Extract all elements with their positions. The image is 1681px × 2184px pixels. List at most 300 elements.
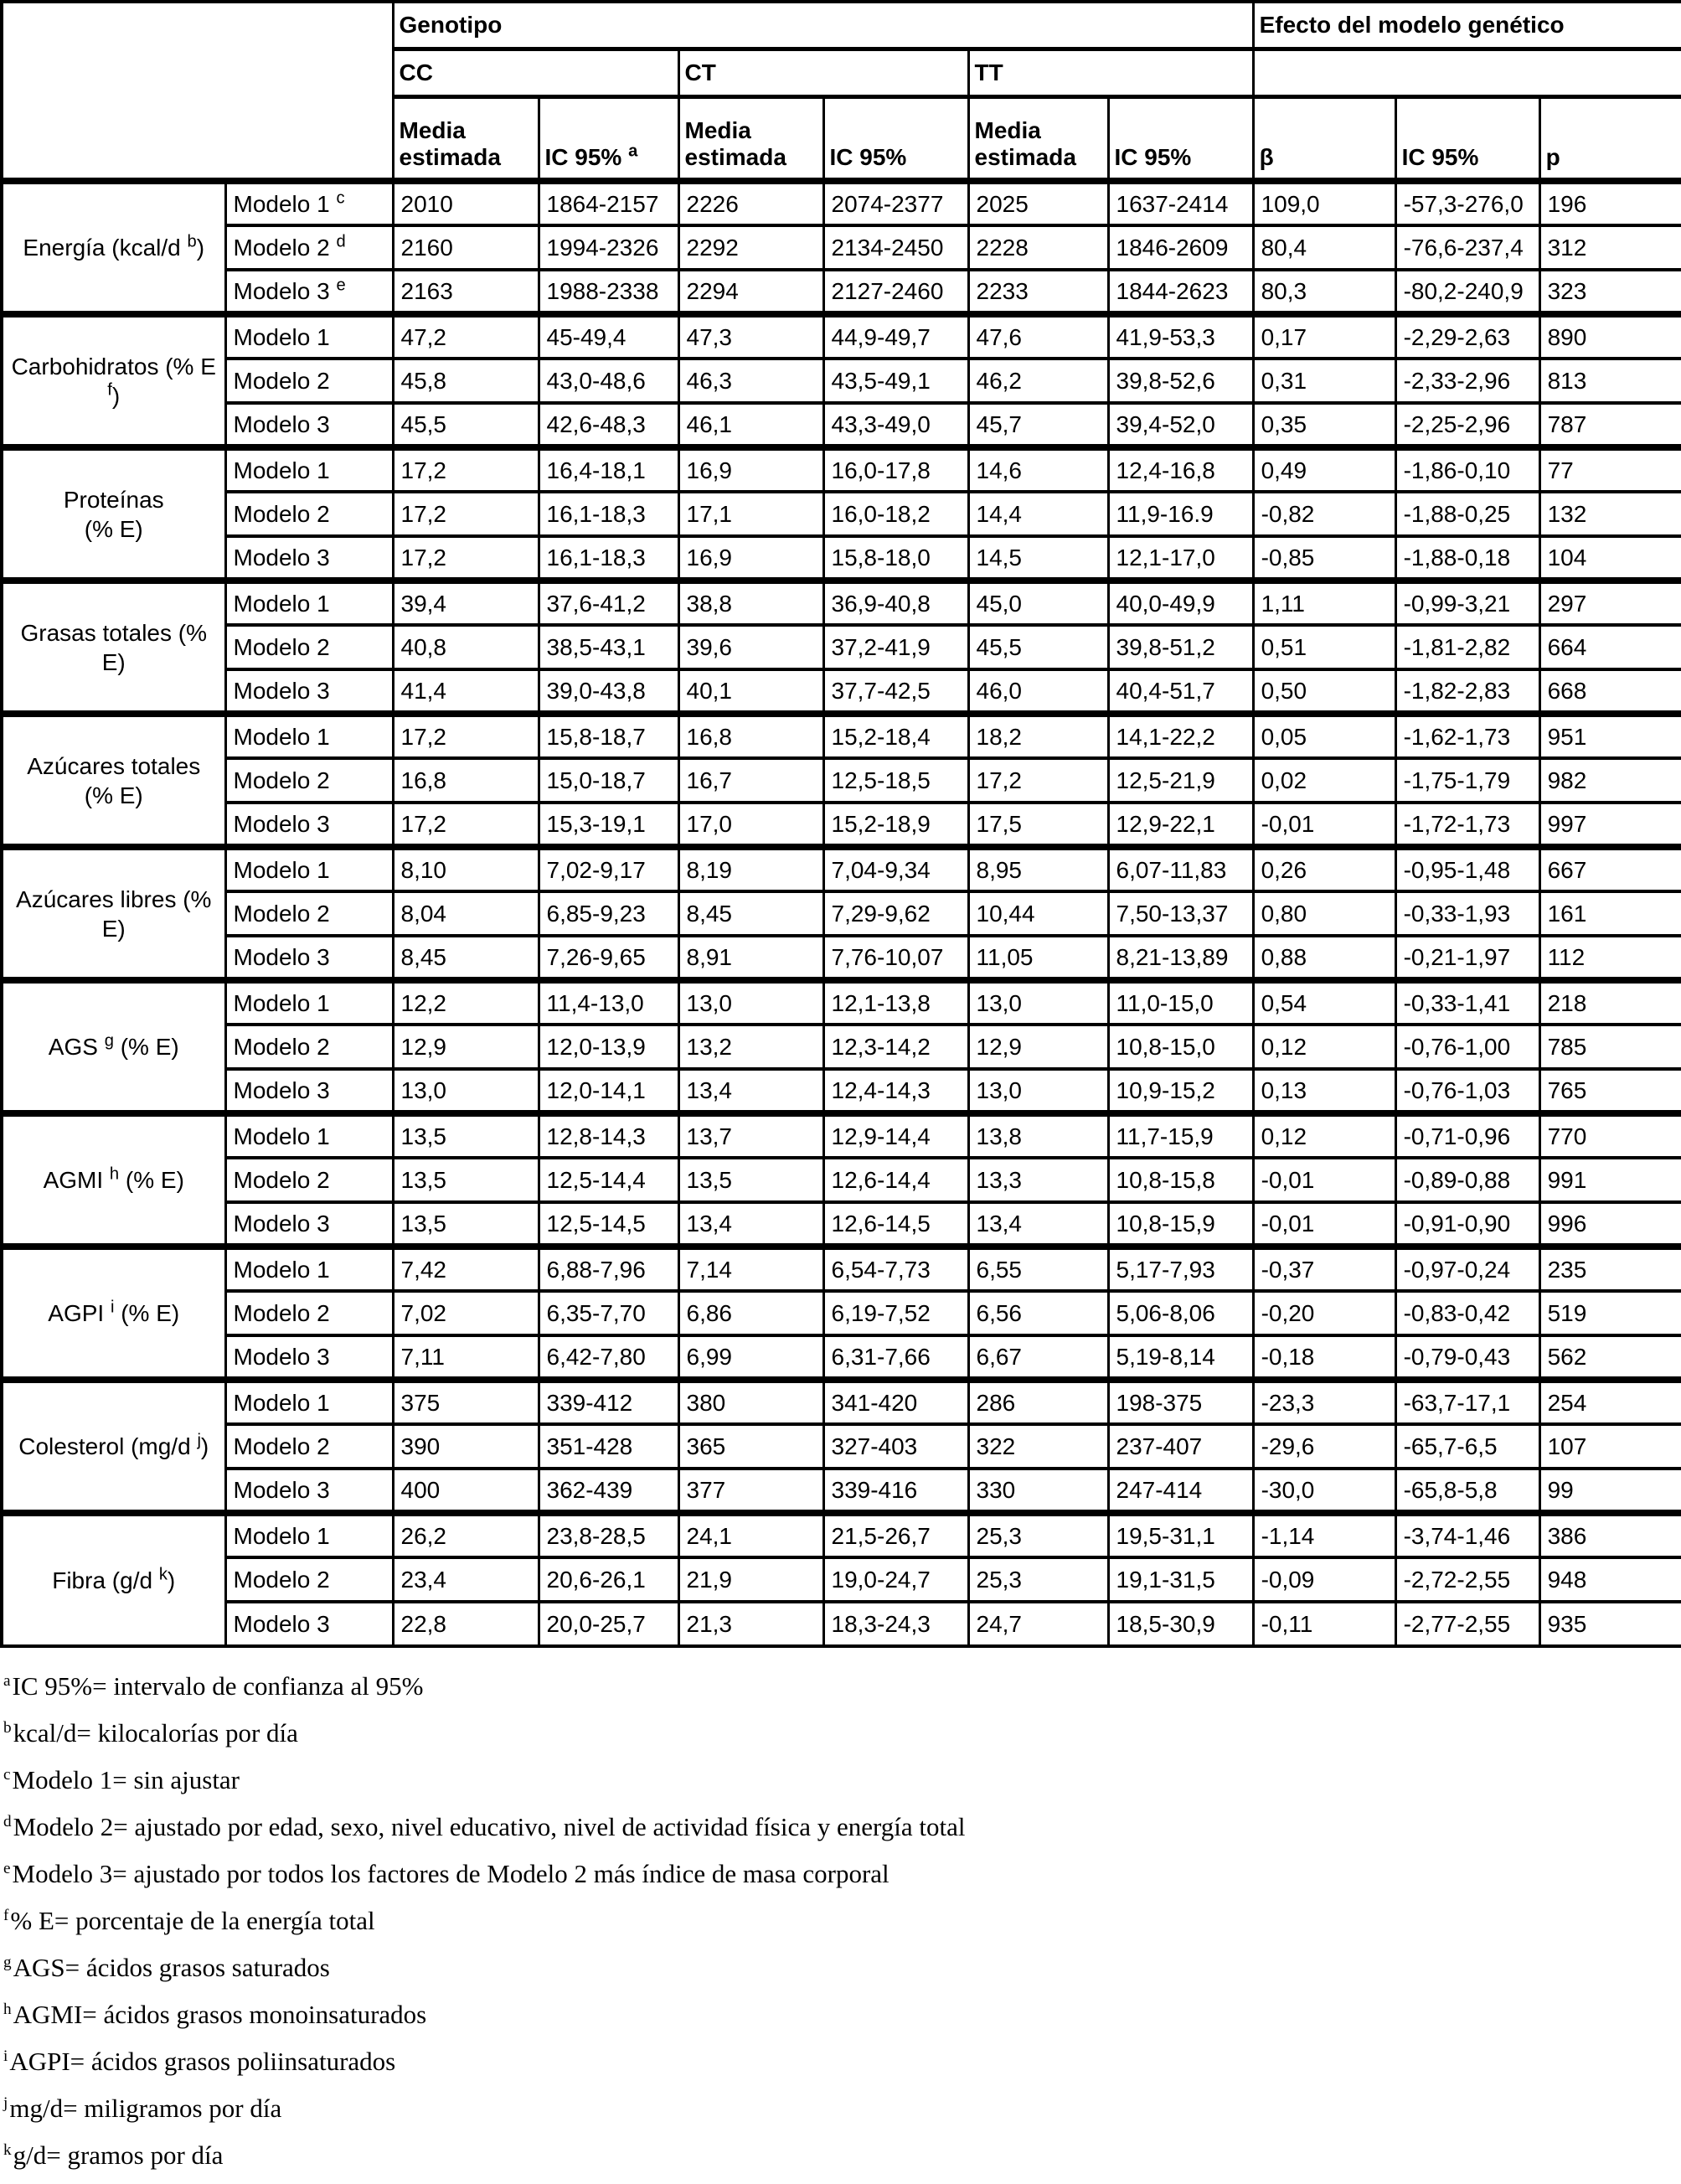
value-cell: 667 <box>1539 847 1681 891</box>
model-label-cell: Modelo 3 <box>225 1602 393 1646</box>
value-cell: 6,99 <box>678 1335 823 1380</box>
value-cell: 339-416 <box>823 1469 968 1513</box>
table-row <box>2 714 1681 758</box>
value-cell: 7,50-13,37 <box>1108 891 1253 936</box>
table-row <box>2 1602 1681 1646</box>
value-cell: 323 <box>1539 270 1681 314</box>
value-cell: 10,8-15,0 <box>1108 1025 1253 1069</box>
model-label-cell: Modelo 1 <box>225 314 393 359</box>
table-row <box>2 1469 1681 1513</box>
footnote-marker: e <box>3 1859 11 1877</box>
value-cell: 19,5-31,1 <box>1108 1513 1253 1557</box>
value-cell: 10,8-15,8 <box>1108 1158 1253 1202</box>
value-cell: 0,51 <box>1253 625 1395 669</box>
value-cell: 390 <box>393 1424 539 1469</box>
value-cell: 109,0 <box>1253 181 1395 225</box>
value-cell: 6,88-7,96 <box>539 1247 678 1291</box>
value-cell: 40,1 <box>678 669 823 714</box>
value-cell: -2,72-2,55 <box>1395 1557 1539 1602</box>
superscript: h <box>109 1164 120 1184</box>
value-cell: 23,8-28,5 <box>539 1513 678 1557</box>
row-group-label: Carbohidratos (% E $^f$) <box>2 314 225 447</box>
value-cell: 13,8 <box>968 1113 1108 1158</box>
value-cell: 327-403 <box>823 1424 968 1469</box>
table-body <box>2 181 1681 1646</box>
superscript: c <box>336 188 345 208</box>
row-group-label: AGMI $^h$ (% E) <box>2 1113 225 1247</box>
model-label-cell: Modelo 1 <box>225 714 393 758</box>
value-cell: 2292 <box>678 225 823 270</box>
value-cell: 15,8-18,7 <box>539 714 678 758</box>
model-label-cell: Modelo 3 <box>225 1069 393 1113</box>
value-cell: 40,0-49,9 <box>1108 581 1253 625</box>
value-cell: 2074-2377 <box>823 181 968 225</box>
value-cell: 935 <box>1539 1602 1681 1646</box>
value-cell: 7,76-10,07 <box>823 936 968 980</box>
value-cell: 14,5 <box>968 536 1108 581</box>
value-cell: -23,3 <box>1253 1380 1395 1424</box>
table-row <box>2 181 1681 225</box>
value-cell: 45,5 <box>393 403 539 447</box>
value-cell: 39,8-52,6 <box>1108 359 1253 403</box>
table-row <box>2 1113 1681 1158</box>
value-cell: 12,0-14,1 <box>539 1069 678 1113</box>
header-ic-cc: IC 95% $^a$ <box>539 97 678 182</box>
value-cell: 17,2 <box>393 492 539 536</box>
table-row <box>2 1380 1681 1424</box>
value-cell: 104 <box>1539 536 1681 581</box>
value-cell: 17,2 <box>393 447 539 492</box>
value-cell: 286 <box>968 1380 1108 1424</box>
value-cell: -0,91-0,90 <box>1395 1202 1539 1247</box>
value-cell: 46,0 <box>968 669 1108 714</box>
value-cell: 2233 <box>968 270 1108 314</box>
value-cell: 14,6 <box>968 447 1108 492</box>
value-cell: 2160 <box>393 225 539 270</box>
row-group-label: Grasas totales (% E) <box>2 581 225 714</box>
value-cell: -1,88-0,18 <box>1395 536 1539 581</box>
value-cell: -0,76-1,03 <box>1395 1069 1539 1113</box>
value-cell: 15,3-19,1 <box>539 803 678 847</box>
superscript: b <box>187 232 197 251</box>
value-cell: 400 <box>393 1469 539 1513</box>
model-label-cell: Modelo 3 <box>225 1335 393 1380</box>
model-label-cell: Modelo 1 <box>225 1247 393 1291</box>
value-cell: 8,45 <box>393 936 539 980</box>
value-cell: 7,42 <box>393 1247 539 1291</box>
value-cell: -0,83-0,42 <box>1395 1291 1539 1335</box>
value-cell: 12,9-22,1 <box>1108 803 1253 847</box>
value-cell: 11,7-15,9 <box>1108 1113 1253 1158</box>
value-cell: -65,8-5,8 <box>1395 1469 1539 1513</box>
value-cell: -76,6-237,4 <box>1395 225 1539 270</box>
value-cell: 0,50 <box>1253 669 1395 714</box>
value-cell: 18,2 <box>968 714 1108 758</box>
value-cell: 12,5-14,5 <box>539 1202 678 1247</box>
value-cell: 24,1 <box>678 1513 823 1557</box>
footnote: $^c$Modelo 1= sin ajustar <box>3 1765 240 1794</box>
value-cell: 6,35-7,70 <box>539 1291 678 1335</box>
value-cell: 0,17 <box>1253 314 1395 359</box>
footnote: $^a$IC 95%= intervalo de confianza al 95% <box>3 1671 424 1701</box>
value-cell: -0,37 <box>1253 1247 1395 1291</box>
footnote: $^d$Modelo 2= ajustado por edad, sexo, nivel educativo, nivel de actividad física y energía total <box>3 1812 966 1841</box>
value-cell: -0,95-1,48 <box>1395 847 1539 891</box>
value-cell: -1,14 <box>1253 1513 1395 1557</box>
value-cell: 237-407 <box>1108 1424 1253 1469</box>
model-label-cell: Modelo 1 $^c$ <box>225 181 393 225</box>
header-row-top <box>2 2 1681 49</box>
model-label-cell: Modelo 2 <box>225 1158 393 1202</box>
row-group-label: Azúcares libres (% E) <box>2 847 225 980</box>
table-row <box>2 1069 1681 1113</box>
value-cell: 8,95 <box>968 847 1108 891</box>
model-label-cell: Modelo 3 <box>225 1202 393 1247</box>
value-cell: -1,88-0,25 <box>1395 492 1539 536</box>
value-cell: 45,8 <box>393 359 539 403</box>
value-cell: 44,9-49,7 <box>823 314 968 359</box>
value-cell: 21,3 <box>678 1602 823 1646</box>
value-cell: 13,3 <box>968 1158 1108 1202</box>
table-row <box>2 581 1681 625</box>
value-cell: 14,4 <box>968 492 1108 536</box>
value-cell: 45-49,4 <box>539 314 678 359</box>
footnote: $^h$AGMI= ácidos grasos monoinsaturados <box>3 2000 427 2029</box>
value-cell: 18,5-30,9 <box>1108 1602 1253 1646</box>
value-cell: -0,76-1,00 <box>1395 1025 1539 1069</box>
header-ic-ct: IC 95% <box>823 97 968 182</box>
superscript: a <box>628 142 638 161</box>
value-cell: 12,1-17,0 <box>1108 536 1253 581</box>
value-cell: 15,2-18,9 <box>823 803 968 847</box>
value-cell: 37,6-41,2 <box>539 581 678 625</box>
value-cell: 386 <box>1539 1513 1681 1557</box>
footnote-marker: h <box>3 2000 12 2018</box>
value-cell: 39,4-52,0 <box>1108 403 1253 447</box>
value-cell: 161 <box>1539 891 1681 936</box>
header-media-cc: Media estimada <box>393 97 539 182</box>
value-cell: 42,6-48,3 <box>539 403 678 447</box>
value-cell: 12,4-16,8 <box>1108 447 1253 492</box>
value-cell: 107 <box>1539 1424 1681 1469</box>
value-cell: 6,56 <box>968 1291 1108 1335</box>
footnote: $^f$% E= porcentaje de la energía total <box>3 1906 375 1935</box>
model-label-cell: Modelo 3 <box>225 669 393 714</box>
value-cell: 15,8-18,0 <box>823 536 968 581</box>
value-cell: -0,18 <box>1253 1335 1395 1380</box>
model-label-cell: Modelo 2 <box>225 625 393 669</box>
value-cell: -2,77-2,55 <box>1395 1602 1539 1646</box>
value-cell: 6,67 <box>968 1335 1108 1380</box>
header-p: p <box>1539 97 1681 182</box>
value-cell: 20,0-25,7 <box>539 1602 678 1646</box>
table-row <box>2 447 1681 492</box>
footnote: $^g$AGS= ácidos grasos saturados <box>3 1953 330 1982</box>
value-cell: 39,6 <box>678 625 823 669</box>
model-label-cell: Modelo 2 <box>225 492 393 536</box>
value-cell: -1,82-2,83 <box>1395 669 1539 714</box>
value-cell: -1,62-1,73 <box>1395 714 1539 758</box>
value-cell: 13,7 <box>678 1113 823 1158</box>
value-cell: -1,86-0,10 <box>1395 447 1539 492</box>
value-cell: 13,0 <box>678 980 823 1025</box>
value-cell: 12,5-18,5 <box>823 758 968 803</box>
row-group-label: Fibra (g/d $^k$) <box>2 1513 225 1646</box>
footnote-marker: i <box>3 2047 8 2065</box>
value-cell: 15,2-18,4 <box>823 714 968 758</box>
value-cell: 362-439 <box>539 1469 678 1513</box>
model-label-cell: Modelo 2 <box>225 1424 393 1469</box>
value-cell: 0,02 <box>1253 758 1395 803</box>
value-cell: 0,54 <box>1253 980 1395 1025</box>
value-cell: 235 <box>1539 1247 1681 1291</box>
value-cell: 0,49 <box>1253 447 1395 492</box>
value-cell: 12,3-14,2 <box>823 1025 968 1069</box>
value-cell: 982 <box>1539 758 1681 803</box>
model-label-cell: Modelo 2 <box>225 1291 393 1335</box>
value-cell: 7,02 <box>393 1291 539 1335</box>
value-cell: 6,85-9,23 <box>539 891 678 936</box>
value-cell: 39,0-43,8 <box>539 669 678 714</box>
superscript: j <box>197 1431 201 1450</box>
value-cell: 21,5-26,7 <box>823 1513 968 1557</box>
table-row <box>2 1557 1681 1602</box>
value-cell: -0,20 <box>1253 1291 1395 1335</box>
value-cell: 0,80 <box>1253 891 1395 936</box>
header-genotipo: Genotipo <box>393 2 1253 49</box>
row-group-label: Proteínas (% E) <box>2 447 225 581</box>
value-cell: 17,2 <box>393 803 539 847</box>
value-cell: 17,0 <box>678 803 823 847</box>
value-cell: 12,2 <box>393 980 539 1025</box>
value-cell: 6,55 <box>968 1247 1108 1291</box>
value-cell: -0,99-3,21 <box>1395 581 1539 625</box>
table-row <box>2 891 1681 936</box>
model-label-cell: Modelo 2 <box>225 891 393 936</box>
value-cell: 132 <box>1539 492 1681 536</box>
table-row <box>2 1424 1681 1469</box>
value-cell: 7,14 <box>678 1247 823 1291</box>
value-cell: 17,1 <box>678 492 823 536</box>
value-cell: 22,8 <box>393 1602 539 1646</box>
header-ic-tt: IC 95% <box>1108 97 1253 182</box>
value-cell: 16,7 <box>678 758 823 803</box>
value-cell: 7,02-9,17 <box>539 847 678 891</box>
table-row <box>2 359 1681 403</box>
table-row <box>2 625 1681 669</box>
value-cell: 1844-2623 <box>1108 270 1253 314</box>
value-cell: 6,31-7,66 <box>823 1335 968 1380</box>
value-cell: 43,0-48,6 <box>539 359 678 403</box>
value-cell: 8,91 <box>678 936 823 980</box>
value-cell: 0,12 <box>1253 1025 1395 1069</box>
value-cell: 40,8 <box>393 625 539 669</box>
model-label-cell: Modelo 1 <box>225 1513 393 1557</box>
value-cell: 196 <box>1539 181 1681 225</box>
value-cell: 0,05 <box>1253 714 1395 758</box>
header-cc: CC <box>393 49 678 97</box>
value-cell: 341-420 <box>823 1380 968 1424</box>
table-row <box>2 1025 1681 1069</box>
table-row <box>2 270 1681 314</box>
value-cell: 1988-2338 <box>539 270 678 314</box>
value-cell: 20,6-26,1 <box>539 1557 678 1602</box>
superscript: k <box>158 1565 168 1584</box>
value-cell: 47,3 <box>678 314 823 359</box>
value-cell: 13,0 <box>968 1069 1108 1113</box>
value-cell: 13,0 <box>968 980 1108 1025</box>
value-cell: 41,4 <box>393 669 539 714</box>
footnote-marker: a <box>3 1671 11 1690</box>
value-cell: 10,9-15,2 <box>1108 1069 1253 1113</box>
value-cell: 6,42-7,80 <box>539 1335 678 1380</box>
table-header <box>2 2 1681 181</box>
value-cell: 16,1-18,3 <box>539 536 678 581</box>
value-cell: 16,4-18,1 <box>539 447 678 492</box>
value-cell: -1,75-1,79 <box>1395 758 1539 803</box>
value-cell: 24,7 <box>968 1602 1108 1646</box>
value-cell: 6,19-7,52 <box>823 1291 968 1335</box>
value-cell: 46,3 <box>678 359 823 403</box>
value-cell: -65,7-6,5 <box>1395 1424 1539 1469</box>
model-label-cell: Modelo 2 <box>225 758 393 803</box>
table-row <box>2 1513 1681 1557</box>
value-cell: 13,4 <box>678 1069 823 1113</box>
footnotes <box>3 1663 1681 2179</box>
table-row <box>2 980 1681 1025</box>
value-cell: 36,9-40,8 <box>823 581 968 625</box>
model-label-cell: Modelo 2 <box>225 359 393 403</box>
value-cell: 890 <box>1539 314 1681 359</box>
superscript: g <box>104 1031 114 1051</box>
value-cell: -1,72-1,73 <box>1395 803 1539 847</box>
value-cell: -0,33-1,41 <box>1395 980 1539 1025</box>
value-cell: -0,82 <box>1253 492 1395 536</box>
model-label-cell: Modelo 3 <box>225 536 393 581</box>
value-cell: 112 <box>1539 936 1681 980</box>
value-cell: 0,12 <box>1253 1113 1395 1158</box>
footnote: $^b$kcal/d= kilocalorías por día <box>3 1718 298 1748</box>
value-cell: 2294 <box>678 270 823 314</box>
row-group-label: Colesterol (mg/d $^j$) <box>2 1380 225 1513</box>
value-cell: -0,71-0,96 <box>1395 1113 1539 1158</box>
value-cell: -2,29-2,63 <box>1395 314 1539 359</box>
value-cell: 43,3-49,0 <box>823 403 968 447</box>
value-cell: 7,26-9,65 <box>539 936 678 980</box>
row-group-label: Energía (kcal/d $^b$) <box>2 181 225 314</box>
value-cell: 12,1-13,8 <box>823 980 968 1025</box>
value-cell: 77 <box>1539 447 1681 492</box>
table-row <box>2 492 1681 536</box>
value-cell: 6,54-7,73 <box>823 1247 968 1291</box>
table-row <box>2 669 1681 714</box>
value-cell: 5,17-7,93 <box>1108 1247 1253 1291</box>
table-row <box>2 758 1681 803</box>
row-group-label: AGS $^g$ (% E) <box>2 980 225 1113</box>
value-cell: 351-428 <box>539 1424 678 1469</box>
model-label-cell: Modelo 3 <box>225 403 393 447</box>
footnote-marker: g <box>3 1953 12 1971</box>
value-cell: -0,09 <box>1253 1557 1395 1602</box>
value-cell: 23,4 <box>393 1557 539 1602</box>
value-cell: 45,7 <box>968 403 1108 447</box>
value-cell: -0,11 <box>1253 1602 1395 1646</box>
model-label-cell: Modelo 3 <box>225 1469 393 1513</box>
header-tt: TT <box>968 49 1253 97</box>
table-row <box>2 225 1681 270</box>
value-cell: 16,1-18,3 <box>539 492 678 536</box>
value-cell: 80,4 <box>1253 225 1395 270</box>
value-cell: 8,19 <box>678 847 823 891</box>
footnote: $^i$AGPI= ácidos grasos poliinsaturados <box>3 2047 396 2076</box>
value-cell: 13,5 <box>393 1158 539 1202</box>
value-cell: 99 <box>1539 1469 1681 1513</box>
value-cell: 247-414 <box>1108 1469 1253 1513</box>
value-cell: 13,5 <box>678 1158 823 1202</box>
value-cell: 25,3 <box>968 1557 1108 1602</box>
value-cell: 17,2 <box>393 714 539 758</box>
value-cell: 12,6-14,4 <box>823 1158 968 1202</box>
value-cell: 38,8 <box>678 581 823 625</box>
value-cell: 17,2 <box>393 536 539 581</box>
value-cell: 12,9 <box>968 1025 1108 1069</box>
value-cell: 40,4-51,7 <box>1108 669 1253 714</box>
value-cell: 8,21-13,89 <box>1108 936 1253 980</box>
value-cell: 21,9 <box>678 1557 823 1602</box>
value-cell: 254 <box>1539 1380 1681 1424</box>
value-cell: 0,26 <box>1253 847 1395 891</box>
value-cell: 13,0 <box>393 1069 539 1113</box>
table-row <box>2 403 1681 447</box>
value-cell: -0,85 <box>1253 536 1395 581</box>
value-cell: -30,0 <box>1253 1469 1395 1513</box>
corner-cell <box>2 2 393 181</box>
value-cell: 16,0-17,8 <box>823 447 968 492</box>
value-cell: 43,5-49,1 <box>823 359 968 403</box>
value-cell: 770 <box>1539 1113 1681 1158</box>
header-ct: CT <box>678 49 968 97</box>
value-cell: 375 <box>393 1380 539 1424</box>
value-cell: 0,13 <box>1253 1069 1395 1113</box>
value-cell: 46,1 <box>678 403 823 447</box>
value-cell: 365 <box>678 1424 823 1469</box>
value-cell: 25,3 <box>968 1513 1108 1557</box>
value-cell: 13,2 <box>678 1025 823 1069</box>
header-efecto: Efecto del modelo genético <box>1253 2 1681 49</box>
value-cell: 47,6 <box>968 314 1108 359</box>
value-cell: 2163 <box>393 270 539 314</box>
value-cell: 13,4 <box>678 1202 823 1247</box>
model-label-cell: Modelo 1 <box>225 1113 393 1158</box>
value-cell: 330 <box>968 1469 1108 1513</box>
table-row <box>2 1335 1681 1380</box>
value-cell: 12,0-13,9 <box>539 1025 678 1069</box>
footnote-marker: b <box>3 1718 12 1737</box>
value-cell: 8,45 <box>678 891 823 936</box>
table-row <box>2 314 1681 359</box>
superscript: i <box>110 1298 115 1317</box>
value-cell: 11,9-16.9 <box>1108 492 1253 536</box>
footnote: $^k$g/d= gramos por día <box>3 2140 224 2170</box>
value-cell: 45,0 <box>968 581 1108 625</box>
value-cell: 1846-2609 <box>1108 225 1253 270</box>
value-cell: 198-375 <box>1108 1380 1253 1424</box>
value-cell: -0,97-0,24 <box>1395 1247 1539 1291</box>
value-cell: 8,10 <box>393 847 539 891</box>
value-cell: 12,5-21,9 <box>1108 758 1253 803</box>
value-cell: 12,9 <box>393 1025 539 1069</box>
value-cell: 13,5 <box>393 1113 539 1158</box>
